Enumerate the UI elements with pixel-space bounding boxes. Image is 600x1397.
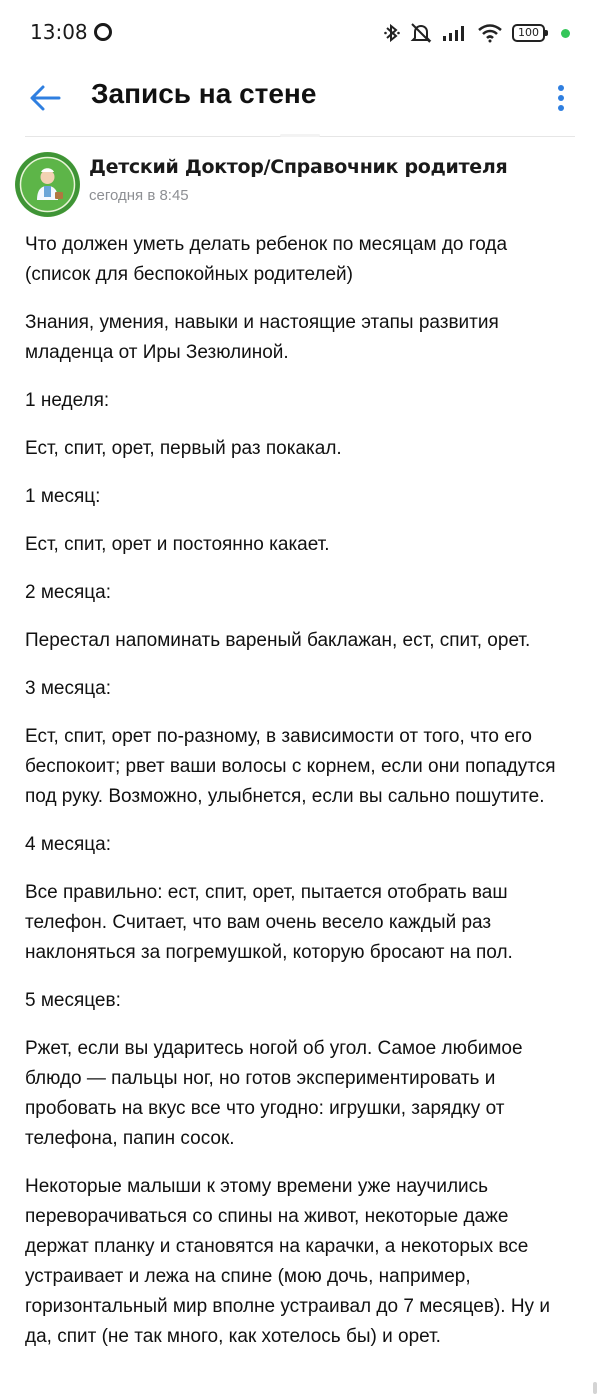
post-paragraph: 3 месяца: <box>25 678 111 699</box>
post-paragraph: Ест, спит, орет и постоянно какает. <box>25 534 330 555</box>
charge-indicator <box>561 29 570 38</box>
status-ring-icon <box>94 23 112 41</box>
battery-icon: 100 <box>512 24 548 42</box>
post-paragraph: Что должен уметь делать ребенок по месяцам до года (список для беспокойных родителей) <box>25 234 508 285</box>
more-options-button[interactable] <box>547 78 575 118</box>
post-header <box>0 152 600 230</box>
app-bar <box>25 66 575 137</box>
post-paragraph: Ржет, если вы ударитесь ногой об угол. Самое любимое блюдо — пальцы ног, но готов экспериментировать и пробовать на вкус все что угодно: игрушки, зарядку от телефона, папин сосок. <box>25 1038 523 1149</box>
author-name[interactable]: Детский Доктор/Справочник родителя <box>89 156 508 178</box>
post-paragraph: 2 месяца: <box>25 582 111 603</box>
post-body <box>0 230 600 1352</box>
post-paragraph: Перестал напоминать вареный баклажан, ест, спит, орет. <box>25 630 531 651</box>
status-bar <box>0 0 600 66</box>
page-title: Запись на стене <box>91 78 317 109</box>
mute-icon <box>409 22 433 44</box>
vertical-dots-icon <box>557 84 565 112</box>
post-paragraph: 1 месяц: <box>25 486 101 507</box>
post-paragraph: Некоторые малыши к этому времени уже научились переворачиваться со спины на живот, некоторые даже держат планку и становятся на карачки, а некоторых все устраивает и лежа на спине (мою дочь, например, горизонтальный мир вполне устраивал до 7 месяцев). Ну и да, спит (не так много, как хотелось бы) и орет. <box>25 1176 550 1347</box>
wifi-icon <box>477 23 503 43</box>
status-icons <box>384 22 570 44</box>
post-paragraph: Знания, умения, навыки и настоящие этапы развития младенца от Иры Зезюлиной. <box>25 312 499 363</box>
bluetooth-icon <box>384 23 400 43</box>
signal-icon <box>442 24 468 42</box>
post-time: сегодня в 8:45 <box>89 187 189 204</box>
header-shadow <box>280 134 320 137</box>
post-paragraph: Ест, спит, орет, первый раз покакал. <box>25 438 342 459</box>
doctor-avatar-icon <box>15 152 80 217</box>
back-button[interactable] <box>27 80 63 116</box>
arrow-left-icon <box>29 84 61 112</box>
post-paragraph: Все правильно: ест, спит, орет, пытается отобрать ваш телефон. Считает, что вам очень весело каждый раз наклоняться за погремушкой, которую бросают на пол. <box>25 882 513 963</box>
post-paragraph: 5 месяцев: <box>25 990 121 1011</box>
post-paragraph: 1 неделя: <box>25 390 110 411</box>
author-avatar[interactable] <box>15 152 80 217</box>
post-paragraph: Ест, спит, орет по-разному, в зависимости от того, что его беспокоит; рвет ваши волосы с корнем, если они попадутся под руку. Возможно, улыбнется, если вы сально пошутите. <box>25 726 556 807</box>
status-time: 13:08 <box>30 20 112 44</box>
post-paragraph: 4 месяца: <box>25 834 111 855</box>
scroll-indicator[interactable] <box>593 1382 597 1394</box>
